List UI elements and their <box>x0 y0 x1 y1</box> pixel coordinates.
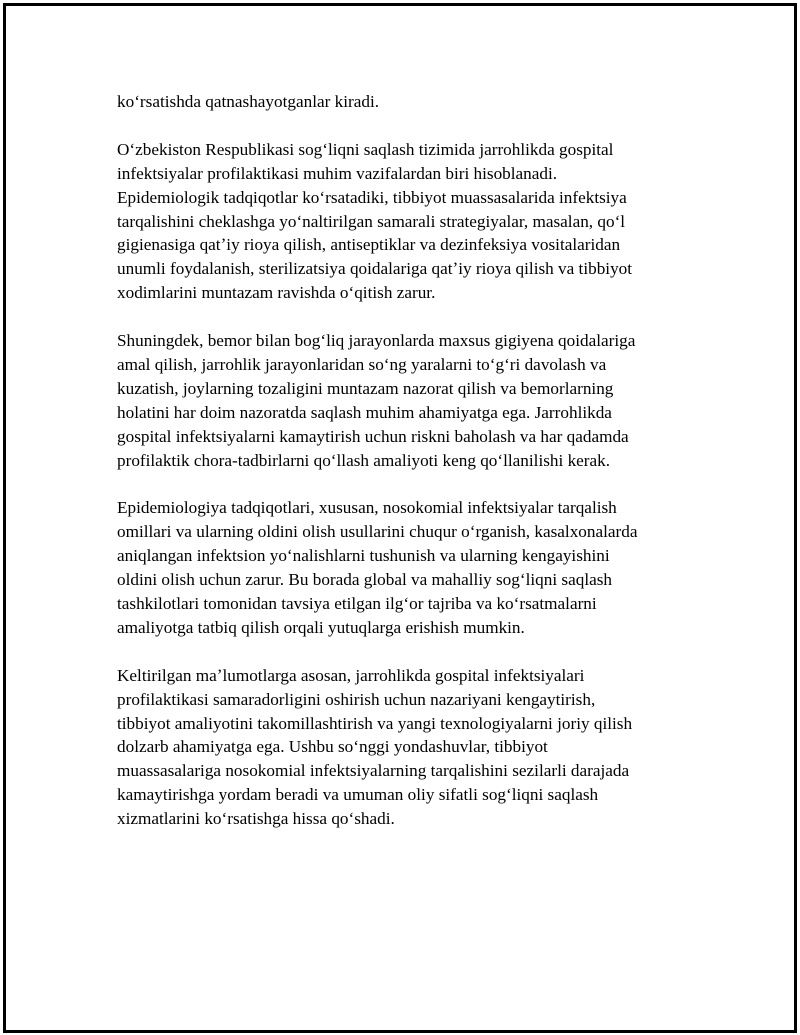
text-line: profilaktik chora-tadbirlarni qoʻllash amaliyoti keng qoʻllanilishi kerak. <box>117 450 611 470</box>
text-line: tashkilotlari tomonidan tavsiya etilgan ilgʻor tajriba va koʻrsatmalarni <box>117 593 597 613</box>
text-line: xodimlarini muntazam ravishda oʻqitish zarur. <box>117 283 436 303</box>
text-line: tibbiyot amaliyotini takomillashtirish va yangi texnologiyalarni joriy qilish <box>117 713 633 733</box>
text-line: xizmatlarini koʻrsatishga hissa qoʻshadi. <box>117 809 395 829</box>
text-line: Epidemiologiya tadqiqotlari, xususan, nosokomial infektsiyalar tarqalish <box>117 498 617 518</box>
text-line: amaliyotga tatbiq qilish orqali yutuqlarga erishish mumkin. <box>117 617 525 637</box>
text-line: gigienasiga qatʼiy rioya qilish, antiseptiklar va dezinfeksiya vositalaridan <box>117 235 621 255</box>
text-line: kamaytirishga yordam beradi va umuman oliy sifatli sogʻliqni saqlash <box>117 785 599 805</box>
text-line: Keltirilgan maʼlumotlarga asosan, jarrohlikda gospital infektsiyalari <box>117 665 585 685</box>
text-line: holatini har doim nazoratda saqlash muhim ahamiyatga ega. Jarrohlikda <box>117 402 612 422</box>
text-line: unumli foydalanish, sterilizatsiya qoidalariga qatʼiy rioya qilish va tibbiyot <box>117 259 633 279</box>
text-line: profilaktikasi samaradorligini oshirish uchun nazariyani kengaytirish, <box>117 689 596 709</box>
text-line: Epidemiologik tadqiqotlar koʻrsatadiki, tibbiyot muassasalarida infektsiya <box>117 187 627 207</box>
text-line: muassasalariga nosokomial infektsiyalarning tarqalishini sezilarli darajada <box>117 761 630 781</box>
text-line: aniqlangan infektsion yoʻnalishlarni tushunish va ularning kengayishini <box>117 546 610 566</box>
text-line: dolzarb ahamiyatga ega. Ushbu soʻnggi yondashuvlar, tibbiyot <box>117 737 548 757</box>
text-line: gospital infektsiyalarni kamaytirish uchun riskni baholash va har qadamda <box>117 426 629 446</box>
text-line: Oʻzbekiston Respublikasi sogʻliqni saqlash tizimida jarrohlikda gospital <box>117 139 614 159</box>
paragraph-1 <box>117 90 687 114</box>
paragraph-5 <box>117 664 687 831</box>
text-line: kuzatish, joylarning tozaligini muntazam nazorat qilish va bemorlarning <box>117 378 614 398</box>
text-line: amal qilish, jarrohlik jarayonlaridan soʻng yaralarni toʻgʻri davolash va <box>117 354 607 374</box>
paragraph-4 <box>117 496 687 639</box>
text-line: tarqalishini cheklashga yoʻnaltirilgan samarali strategiyalar, masalan, qoʻl <box>117 211 626 231</box>
text-line: oldini olish uchun zarur. Bu borada global va mahalliy sogʻliqni saqlash <box>117 570 613 590</box>
text-line: infektsiyalar profilaktikasi muhim vazifalardan biri hisoblanadi. <box>117 163 558 183</box>
paragraph-3 <box>117 329 687 472</box>
text-line: omillari va ularning oldini olish usullarini chuqur oʻrganish, kasalxonalarda <box>117 522 638 542</box>
document-body <box>117 90 687 831</box>
text-line: koʻrsatishda qatnashayotganlar kiradi. <box>117 92 380 111</box>
text-line: Shuningdek, bemor bilan bogʻliq jarayonlarda maxsus gigiyena qoidalariga <box>117 331 636 351</box>
paragraph-2 <box>117 138 687 305</box>
